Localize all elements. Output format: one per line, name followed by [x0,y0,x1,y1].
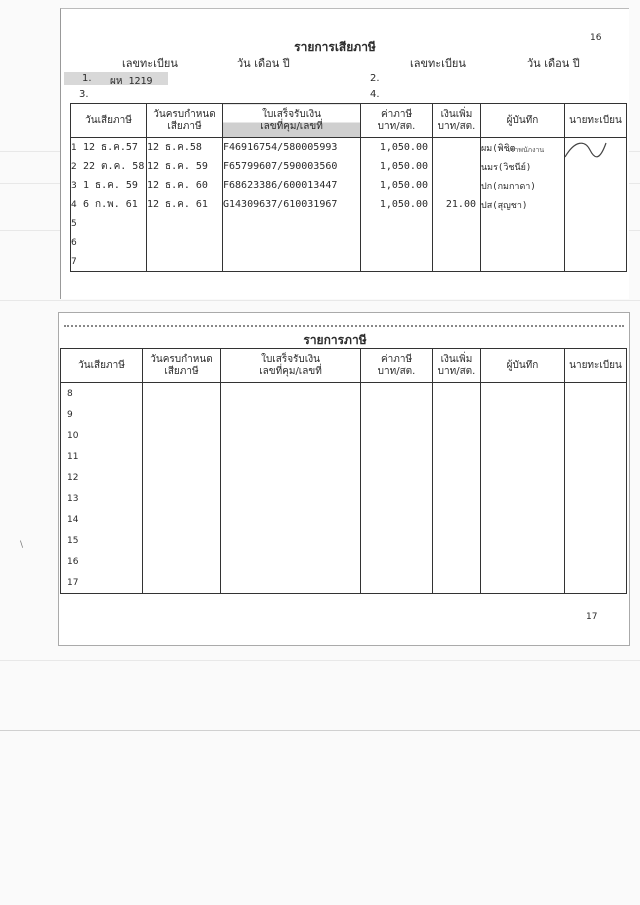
col-header-registrar: นายทะเบียน [565,104,627,138]
row-number: 2 [71,162,77,172]
table-cell [361,383,433,405]
table-cell [433,572,481,594]
paid-date-value: 1 ธ.ค. 59 [83,180,138,191]
cell-receipt: G14309637/610031967 [223,195,361,214]
table-row [61,383,627,405]
table-cell [481,446,565,467]
table-cell [143,488,221,509]
cell-registrar [565,252,627,272]
cell-extra [433,157,481,176]
col-header-tax: ค่าภาษี บาท/สต. [361,104,433,138]
table-cell [565,509,627,530]
cell-paid-date [61,530,143,551]
cell-paid-date [71,252,147,272]
cell-receipt: F65799607/590003560 [223,157,361,176]
date-label-right: วัน เดือน ปี [527,57,580,70]
cell-receipt [223,214,361,233]
cell-due: 12 ธ.ค. 59 [147,157,223,176]
table-cell [481,572,565,594]
cell-due: 12 ธ.ค.58 [147,138,223,158]
cell-tax: 1,050.00 [361,138,433,158]
table-row [61,425,627,446]
cell-paid-date [71,214,147,233]
row-number: 8 [67,389,73,399]
reg-label-left: เลขทะเบียน [122,57,178,70]
table-row [61,530,627,551]
col-header-extra: เงินเพิ่ม บาท/สต. [433,349,481,383]
table-row [61,404,627,425]
paid-date-value: 12 ธ.ค.57 [83,142,138,153]
table-cell [361,530,433,551]
table-row [71,176,627,195]
table-cell [433,467,481,488]
table-cell [221,488,361,509]
table-cell [481,383,565,405]
cell-paid-date [71,176,147,195]
table-cell [221,509,361,530]
table-cell [221,551,361,572]
bottom-tax-table [60,348,627,594]
table-cell [433,383,481,405]
cell-recorder: ผม(พิชิต [481,138,565,158]
cell-paid-date [61,572,143,594]
date-label-left: วัน เดือน ปี [237,57,290,70]
cell-paid-date [61,488,143,509]
table-cell [481,467,565,488]
cell-recorder [481,252,565,272]
col-header-receipt: ใบเสร็จรับเงิน เลขที่คุม/เลขที่ [223,104,361,138]
row-number: 6 [71,238,77,248]
cell-tax: 1,050.00 [361,157,433,176]
table-cell [565,404,627,425]
row-number: 4 [71,200,77,210]
table-cell [143,404,221,425]
table-cell [481,488,565,509]
table-cell [481,551,565,572]
cell-paid-date [61,467,143,488]
table-cell [565,425,627,446]
table-cell [361,425,433,446]
table-cell [433,488,481,509]
table-cell [481,425,565,446]
row-number: 13 [67,494,79,504]
row-number: 17 [67,578,79,588]
table-cell [361,572,433,594]
col-header-tax: ค่าภาษี บาท/สต. [361,349,433,383]
table-cell [221,404,361,425]
cell-extra [433,214,481,233]
table-row [61,488,627,509]
table-cell [433,530,481,551]
table-cell [565,488,627,509]
cell-registrar [565,233,627,252]
cell-receipt: F46916754/580005993 [223,138,361,158]
cell-tax: 1,050.00 [361,195,433,214]
table-row [71,252,627,272]
cell-receipt: F68623386/600013447 [223,176,361,195]
col-header-receipt: ใบเสร็จรับเงิน เลขที่คุม/เลขที่ [221,349,361,383]
cell-extra [433,252,481,272]
table-cell [221,572,361,594]
table-cell [565,446,627,467]
slot-3-number: 3. [79,89,89,100]
cell-extra [433,138,481,158]
cell-paid-date [61,551,143,572]
cell-due [147,252,223,272]
slot-1-plate-value: ผห 1219 [110,76,153,87]
scan-mark: \ [20,540,24,550]
row-number: 14 [67,515,79,525]
slot-4-number: 4. [370,89,380,100]
table-cell [565,467,627,488]
cell-due: 12 ธ.ค. 60 [147,176,223,195]
cell-paid-date [61,446,143,467]
cell-due [147,233,223,252]
table-row [61,509,627,530]
cell-recorder [481,233,565,252]
table-cell [481,404,565,425]
cell-registrar [565,176,627,195]
table-cell [361,446,433,467]
table-cell [565,383,627,405]
row-number: 10 [67,431,79,441]
table-cell [221,530,361,551]
top-tax-table [70,103,627,272]
row-number: 11 [67,452,79,462]
col-header-recorder: ผู้บันทึก [481,104,565,138]
cell-paid-date [71,195,147,214]
bottom-section-title: รายการภาษี [303,333,367,347]
col-header-due-date: วันครบกำหนด เสียภาษี [143,349,221,383]
table-row [61,551,627,572]
cell-recorder [481,214,565,233]
cell-extra [433,176,481,195]
table-cell [433,425,481,446]
table-cell [361,509,433,530]
table-cell [433,551,481,572]
cell-paid-date [61,404,143,425]
row-number: 7 [71,257,77,267]
table-cell [221,383,361,405]
table-cell [221,467,361,488]
cell-tax [361,252,433,272]
table-row [61,467,627,488]
row-number: 3 [71,181,77,191]
table-cell [221,425,361,446]
table-row [71,157,627,176]
col-header-recorder: ผู้บันทึก [481,349,565,383]
row-number: 15 [67,536,79,546]
slot-2-number: 2. [370,73,380,84]
cell-recorder: ปก(กมกาดา) [481,176,565,195]
top-section-title: รายการเสียภาษี [294,40,376,54]
table-cell [433,509,481,530]
cell-recorder: นมร(วิชนีย์) [481,157,565,176]
cell-due [147,214,223,233]
table-cell [433,404,481,425]
table-cell [565,551,627,572]
table-cell [143,551,221,572]
cell-extra [433,233,481,252]
table-cell [361,551,433,572]
official-stamp: เจ้าพนักงาน [508,146,545,154]
page-number-bottom: 17 [586,612,598,622]
perforation-line [64,325,624,329]
table-cell [143,467,221,488]
cell-receipt [223,252,361,272]
table-row [61,446,627,467]
cell-receipt [223,233,361,252]
cell-paid-date [71,157,147,176]
cell-paid-date [61,383,143,405]
cell-registrar [565,195,627,214]
table-cell [433,446,481,467]
paid-date-value: 6 ก.พ. 61 [83,199,138,210]
table-cell [143,446,221,467]
table-cell [143,383,221,405]
table-cell [565,530,627,551]
col-header-paid-date: วันเสียภาษี [61,349,143,383]
paid-date-value: 22 ต.ค. 58 [83,161,145,172]
cell-tax [361,214,433,233]
cell-paid-date [61,509,143,530]
col-header-paid-date: วันเสียภาษี [71,104,147,138]
table-cell [143,509,221,530]
table-cell [221,446,361,467]
row-number: 9 [67,410,73,420]
cell-extra: 21.00 [433,195,481,214]
table-cell [143,530,221,551]
cell-recorder: ปส(สุญชา) [481,195,565,214]
reg-label-right: เลขทะเบียน [410,57,466,70]
col-header-extra: เงินเพิ่ม บาท/สต. [433,104,481,138]
col-header-registrar: นายทะเบียน [565,349,627,383]
table-cell [565,572,627,594]
cell-due: 12 ธ.ค. 61 [147,195,223,214]
cell-tax [361,233,433,252]
table-cell [361,404,433,425]
col-header-due-date: วันครบกำหนด เสียภาษี [147,104,223,138]
table-cell [481,509,565,530]
table-row [71,214,627,233]
table-cell [143,425,221,446]
cell-paid-date [71,233,147,252]
slot-1-number: 1. [82,73,92,84]
signature-mark [560,135,610,165]
table-row [71,195,627,214]
cell-registrar [565,214,627,233]
row-number: 16 [67,557,79,567]
table-row [61,572,627,594]
table-cell [143,572,221,594]
cell-tax: 1,050.00 [361,176,433,195]
table-cell [361,467,433,488]
table-row [71,233,627,252]
table-cell [361,488,433,509]
cell-paid-date [71,138,147,158]
page-number-top: 16 [590,33,602,43]
row-number: 5 [71,219,77,229]
row-number: 12 [67,473,79,483]
row-number: 1 [71,143,77,153]
cell-paid-date [61,425,143,446]
table-cell [481,530,565,551]
